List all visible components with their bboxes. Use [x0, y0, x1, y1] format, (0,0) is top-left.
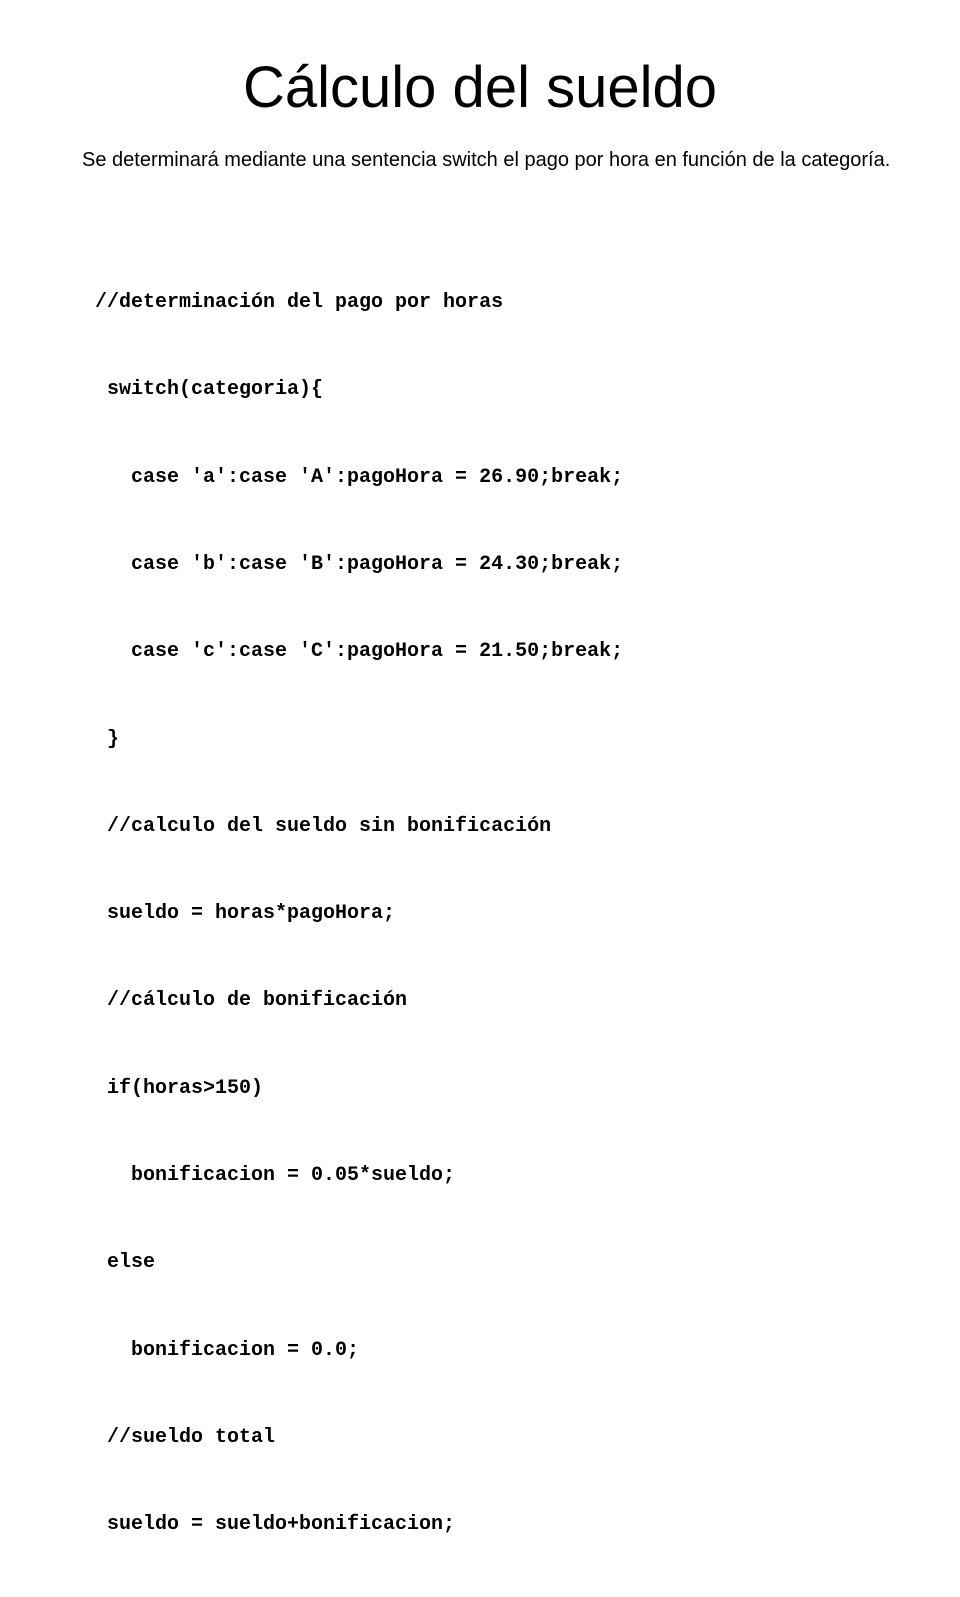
code-line-case-c: case 'c':case 'C':pagoHora = 21.50;break;	[95, 640, 624, 664]
code-line-switch-close: }	[95, 727, 120, 751]
code-line-bonificacion-if: bonificacion = 0.05*sueldo;	[95, 1164, 456, 1187]
code-line-if: if(horas>150)	[95, 1076, 264, 1100]
code-line-bonificacion-else: bonificacion = 0.0;	[95, 1338, 360, 1362]
code-line-case-a: case 'a':case 'A':pagoHora = 26.90;break;	[95, 465, 624, 489]
code-line-switch: switch(categoria){	[95, 378, 324, 402]
code-block	[95, 230, 915, 1597]
intro-text: Se determinará mediante una sentencia switch el pago por hora en función de la categoría.	[82, 149, 891, 171]
code-line-else: else	[95, 1251, 156, 1275]
code-line-comment-sueldo: //calculo del sueldo sin bonificación	[95, 814, 552, 838]
code-line-case-b: case 'b':case 'B':pagoHora = 24.30;break;	[95, 553, 624, 577]
slide-title: Cálculo del sueldo	[243, 55, 717, 120]
code-line-comment-total: //sueldo total	[95, 1425, 276, 1449]
code-line-comment-pago: //determinación del pago por horas	[95, 291, 504, 315]
code-line-comment-bonificacion: //cálculo de bonificación	[95, 989, 408, 1013]
code-line-sueldo-calc: sueldo = horas*pagoHora;	[95, 902, 396, 926]
code-line-sueldo-total: sueldo = sueldo+bonificacion;	[95, 1513, 456, 1537]
